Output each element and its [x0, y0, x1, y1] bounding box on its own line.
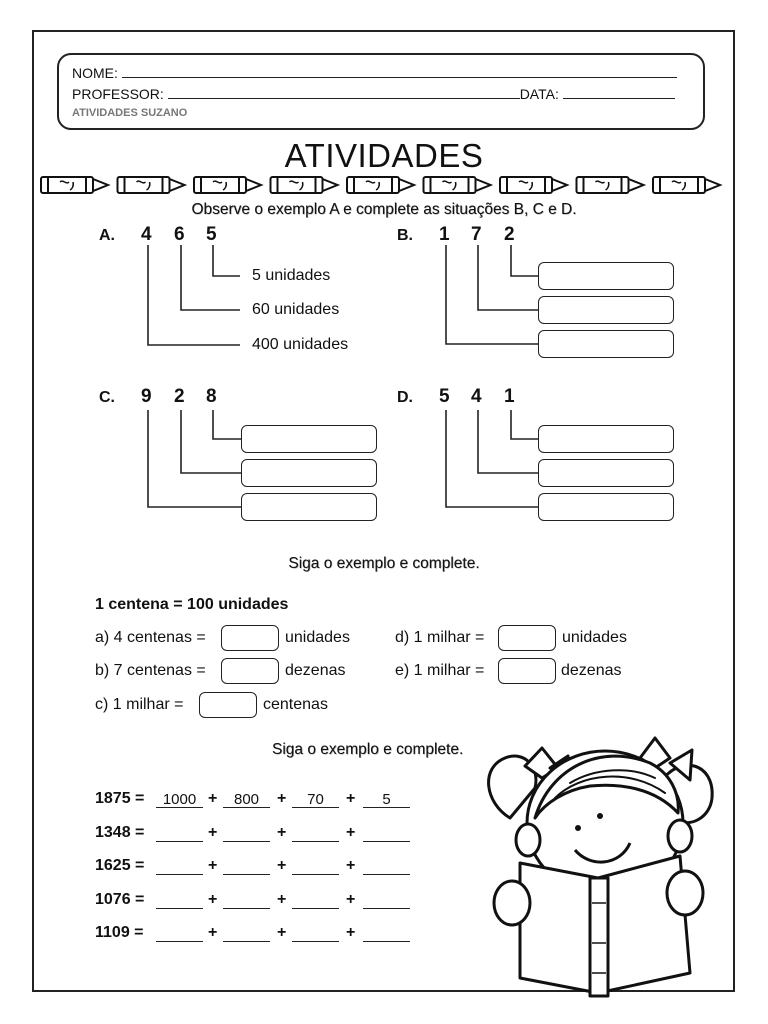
- label-c: C.: [99, 389, 115, 406]
- row-blank[interactable]: [156, 873, 203, 875]
- plus-sign: +: [346, 857, 356, 874]
- digit-b-tens: 7: [471, 224, 482, 245]
- answer-box-c-units[interactable]: [241, 425, 377, 453]
- row-blank[interactable]: [363, 907, 410, 909]
- row-blank[interactable]: [223, 907, 270, 909]
- row-blank[interactable]: [156, 940, 203, 942]
- label-d: D.: [397, 389, 413, 406]
- row-blank[interactable]: [363, 940, 410, 942]
- answer-a-tens: 60 unidades: [252, 301, 340, 318]
- answer-box-d-units[interactable]: [538, 425, 674, 453]
- plus-sign: +: [346, 823, 356, 841]
- row-blank[interactable]: [223, 940, 270, 942]
- girl-reading-book-icon: [480, 728, 725, 1000]
- row-label: 1076 =: [95, 890, 145, 908]
- answer-box-b-hundreds[interactable]: [538, 330, 674, 358]
- plus-sign: +: [208, 790, 218, 807]
- plus-sign: +: [208, 890, 218, 908]
- digit-b-hundreds: 1: [439, 224, 450, 245]
- item-b-box[interactable]: [221, 658, 279, 684]
- label-a: A.: [99, 227, 115, 244]
- label-b: B.: [397, 227, 413, 244]
- digit-c-tens: 2: [174, 386, 185, 407]
- digit-d-tens: 4: [471, 386, 482, 407]
- answer-a-units: 5 unidades: [252, 267, 331, 284]
- item-c-box[interactable]: [199, 692, 257, 718]
- plus-sign: +: [277, 857, 287, 874]
- plus-sign: +: [277, 924, 287, 941]
- plus-sign: +: [346, 890, 356, 908]
- plus-sign: +: [277, 890, 287, 908]
- instruction-1: Observe o exemplo A e complete as situações B, C e D.: [191, 201, 577, 218]
- item-d-label: d) 1 milhar =: [395, 629, 485, 646]
- nome-label: NOME:: [72, 65, 118, 81]
- digit-d-hundreds: 5: [439, 386, 450, 407]
- item-c-label: c) 1 milhar =: [95, 696, 184, 713]
- item-e-box[interactable]: [498, 658, 556, 684]
- row-blank[interactable]: [292, 840, 339, 842]
- plus-sign: +: [208, 823, 218, 841]
- row-blank[interactable]: [223, 873, 270, 875]
- digit-c-units: 8: [206, 386, 217, 407]
- row-blank[interactable]: [223, 840, 270, 842]
- row-blank[interactable]: [156, 840, 203, 842]
- answer-box-b-units[interactable]: [538, 262, 674, 290]
- row-blank[interactable]: [292, 940, 339, 942]
- plus-sign: +: [277, 823, 287, 841]
- row-label: 1875 =: [95, 790, 145, 807]
- item-a-box[interactable]: [221, 625, 279, 651]
- digit-a-tens: 6: [174, 224, 185, 245]
- digit-a-units: 5: [206, 224, 217, 245]
- plus-sign: +: [208, 924, 218, 941]
- row-value: 800: [233, 791, 260, 808]
- page-title: ATIVIDADES: [284, 137, 484, 174]
- item-b-unit: dezenas: [285, 662, 346, 679]
- row-blank[interactable]: [156, 907, 203, 909]
- answer-box-d-tens[interactable]: [538, 459, 674, 487]
- item-e-unit: dezenas: [561, 662, 622, 679]
- plus-sign: +: [346, 790, 356, 807]
- example-text: 1 centena = 100 unidades: [95, 596, 289, 613]
- digit-d-units: 1: [504, 386, 515, 407]
- row-value: 1000: [162, 791, 197, 808]
- answer-a-hundreds: 400 unidades: [252, 336, 349, 353]
- item-e-label: e) 1 milhar =: [395, 662, 485, 679]
- item-a-label: a) 4 centenas =: [95, 629, 206, 646]
- row-label: 1625 =: [95, 857, 145, 874]
- digit-b-units: 2: [504, 224, 515, 245]
- plus-sign: +: [208, 857, 218, 874]
- row-blank[interactable]: [363, 840, 410, 842]
- instruction-3: Siga o exemplo e complete.: [272, 741, 464, 758]
- answer-box-d-hundreds[interactable]: [538, 493, 674, 521]
- row-label: 1348 =: [95, 823, 145, 841]
- instruction-2: Siga o exemplo e complete.: [288, 555, 480, 572]
- plus-sign: +: [346, 924, 356, 941]
- digit-c-hundreds: 9: [141, 386, 152, 407]
- item-d-box[interactable]: [498, 625, 556, 651]
- answer-box-c-hundreds[interactable]: [241, 493, 377, 521]
- digit-a-hundreds: 4: [141, 224, 152, 245]
- brand-label: ATIVIDADES SUZANO: [72, 107, 188, 119]
- plus-sign: +: [277, 790, 287, 807]
- item-c-unit: centenas: [263, 696, 328, 713]
- item-b-label: b) 7 centenas =: [95, 662, 206, 679]
- row-blank[interactable]: [292, 873, 339, 875]
- answer-box-c-tens[interactable]: [241, 459, 377, 487]
- row-value: 70: [307, 791, 324, 808]
- row-blank[interactable]: [363, 873, 410, 875]
- item-a-unit: unidades: [285, 629, 350, 646]
- row-blank[interactable]: [292, 907, 339, 909]
- answer-box-b-tens[interactable]: [538, 296, 674, 324]
- row-label: 1109 =: [95, 924, 144, 941]
- professor-label: PROFESSOR:: [72, 86, 164, 102]
- row-value: 5: [382, 791, 391, 808]
- item-d-unit: unidades: [562, 629, 627, 646]
- data-label: DATA:: [519, 86, 559, 102]
